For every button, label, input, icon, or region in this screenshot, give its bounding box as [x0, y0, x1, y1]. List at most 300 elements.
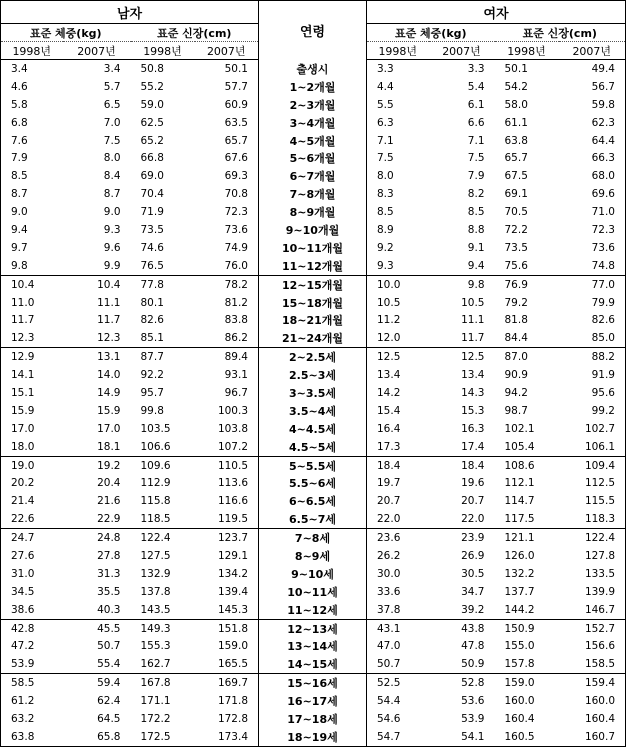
female-height-1998: 132.2 [504, 567, 535, 580]
female-height-1998: 121.1 [495, 529, 559, 547]
female-height-1998: 87.0 [495, 348, 559, 366]
female-weight-1998: 16.4 [377, 422, 401, 435]
female-height-2007: 71.0 [591, 206, 615, 219]
male-weight-1998: 18.0 [11, 440, 35, 453]
female-height-1998: 157.8 [504, 658, 535, 671]
female-weight-1998: 8.0 [377, 170, 394, 183]
age-label: 18~19세 [259, 728, 367, 746]
male-weight-1998: 38.6 [11, 603, 35, 616]
female-weight-1998: 33.6 [377, 585, 401, 598]
table-row [1, 529, 626, 547]
male-height-1998: 103.5 [140, 422, 171, 435]
female-weight-2007: 47.8 [461, 640, 485, 653]
female-height-1998: 65.7 [504, 152, 528, 165]
female-height-2007: 106.1 [584, 440, 615, 453]
male-height-1998: 73.5 [140, 223, 164, 236]
table-row [1, 728, 626, 746]
female-height-1998: 61.1 [504, 116, 528, 129]
male-weight-1998: 61.2 [11, 695, 35, 708]
table-row [1, 78, 626, 96]
female-height-1998: 73.5 [504, 241, 528, 254]
male-weight-2007: 5.7 [103, 80, 121, 93]
table-row [1, 674, 626, 692]
female-weight-1998: 52.5 [367, 674, 429, 692]
female-height-2007: 56.7 [591, 80, 615, 93]
male-height-2007: 103.8 [195, 420, 259, 438]
male-height-2007: 78.2 [195, 275, 259, 293]
male-height-1998: 118.5 [140, 513, 171, 526]
table-row [1, 655, 626, 673]
male-weight-1998: 47.2 [11, 640, 35, 653]
female-weight-2007: 53.9 [461, 713, 485, 725]
male-weight-1998: 12.3 [11, 332, 35, 345]
female-weight-2007: 7.9 [467, 170, 485, 183]
male-height-1998: 77.8 [131, 275, 195, 293]
female-height-2007: 91.9 [591, 369, 615, 382]
table-row [1, 221, 626, 239]
female-height-1998: 155.0 [504, 640, 535, 653]
female-weight-2007: 10.5 [461, 296, 485, 309]
female-height-1998: 54.2 [504, 80, 528, 93]
age-label: 3~3.5세 [259, 384, 367, 402]
age-header: 연령 [259, 1, 367, 60]
female-height-1998: 108.6 [495, 456, 559, 474]
female-height-2007: 158.5 [584, 658, 615, 671]
age-label: 2~3개월 [259, 96, 367, 114]
male-height-1998: 109.6 [131, 456, 195, 474]
female-weight-1998: 14.2 [377, 386, 401, 399]
age-label: 4.5~5세 [259, 438, 367, 456]
female-weight-2007: 9.4 [467, 259, 485, 272]
female-height-2007: 122.4 [559, 529, 626, 547]
male-height-2007: 81.2 [195, 294, 259, 312]
female-height-1998: 150.9 [495, 619, 559, 637]
male-height-header: 표준 신장(cm) [131, 24, 259, 42]
age-label: 10~11개월 [259, 239, 367, 257]
male-weight-2007: 15.9 [97, 404, 121, 417]
male-height-1998: 137.8 [140, 585, 171, 598]
male-height-1998: 127.5 [140, 549, 171, 562]
female-height-2007: 77.0 [559, 275, 626, 293]
female-height-1998: 94.2 [504, 386, 528, 399]
male-height-2007: 151.8 [195, 619, 259, 637]
male-weight-2007: 20.4 [97, 477, 121, 490]
male-weight-1998: 63.2 [11, 713, 35, 725]
male-height-1998: 66.8 [140, 152, 164, 165]
female-weight-2007: 26.9 [461, 549, 485, 562]
table-row [1, 294, 626, 312]
year-2007: 2007년 [195, 42, 259, 60]
female-height-1998: 63.8 [504, 134, 528, 147]
age-label: 9~10개월 [259, 221, 367, 239]
year-2007: 2007년 [429, 42, 495, 60]
male-weight-1998: 58.5 [1, 674, 63, 692]
male-weight-2007: 14.9 [97, 386, 121, 399]
table-row [1, 474, 626, 492]
male-weight-1998: 4.6 [11, 80, 28, 93]
female-weight-2007: 8.8 [467, 223, 485, 236]
age-label: 1~2개월 [259, 78, 367, 96]
table-row [1, 149, 626, 167]
female-height-1998: 102.1 [504, 422, 535, 435]
male-weight-2007: 7.0 [103, 116, 121, 129]
female-height-2007: 79.9 [591, 296, 615, 309]
female-weight-1998: 19.7 [377, 477, 401, 490]
male-weight-1998: 7.9 [11, 152, 28, 165]
male-weight-1998: 9.8 [11, 259, 28, 272]
male-height-2007: 145.3 [195, 601, 259, 619]
age-label: 10~11세 [259, 583, 367, 601]
table-row [1, 402, 626, 420]
male-height-1998: 115.8 [140, 495, 171, 508]
female-weight-1998: 4.4 [377, 80, 394, 93]
female-weight-2007: 12.5 [429, 348, 495, 366]
female-height-1998: 137.7 [504, 585, 535, 598]
male-height-1998: 149.3 [131, 619, 195, 637]
female-weight-1998: 12.5 [367, 348, 429, 366]
male-height-2007: 119.5 [195, 510, 259, 528]
table-row [1, 384, 626, 402]
female-weight-2007: 11.7 [461, 332, 485, 345]
female-height-1998: 81.8 [504, 314, 528, 327]
female-weight-1998: 43.1 [367, 619, 429, 637]
male-weight-1998: 11.0 [11, 296, 35, 309]
female-weight-2007: 8.5 [467, 206, 485, 219]
age-label: 12~15개월 [259, 275, 367, 293]
age-label: 8~9세 [259, 547, 367, 565]
male-weight-2007: 9.3 [103, 223, 121, 236]
age-label: 9~10세 [259, 565, 367, 583]
male-height-1998: 80.1 [140, 296, 164, 309]
male-height-2007: 123.7 [195, 529, 259, 547]
table-body [1, 60, 626, 747]
female-weight-1998: 20.7 [377, 495, 401, 508]
table-row [1, 565, 626, 583]
female-height-1998: 98.7 [504, 404, 528, 417]
table-row [1, 366, 626, 384]
female-height-1998: 112.1 [504, 477, 535, 490]
female-height-1998: 50.1 [504, 62, 528, 75]
female-weight-1998: 5.5 [377, 98, 394, 111]
female-weight-2007: 3.3 [467, 62, 485, 75]
table-row [1, 185, 626, 203]
male-weight-1998: 53.9 [11, 658, 35, 671]
male-weight-2007: 9.0 [103, 206, 121, 219]
male-weight-1998: 14.1 [11, 369, 35, 382]
female-weight-1998: 9.3 [377, 259, 394, 272]
female-height-2007: 62.3 [591, 116, 615, 129]
male-height-2007: 139.4 [195, 583, 259, 601]
male-height-2007: 83.8 [195, 311, 259, 329]
male-height-1998: 62.5 [140, 116, 164, 129]
female-weight-header: 표준 체중(kg) [367, 24, 495, 42]
male-height-2007: 113.6 [195, 474, 259, 492]
male-weight-2007: 14.0 [97, 369, 121, 382]
male-weight-1998: 8.5 [11, 170, 28, 183]
age-label: 11~12개월 [259, 257, 367, 275]
male-weight-2007: 31.3 [97, 567, 121, 580]
female-height-1998: 126.0 [504, 549, 535, 562]
table-row [1, 420, 626, 438]
male-weight-1998: 11.7 [11, 314, 35, 327]
male-height-2007: 129.1 [195, 547, 259, 565]
male-weight-1998: 9.4 [11, 223, 28, 236]
male-height-2007: 50.1 [195, 60, 259, 78]
female-weight-1998: 17.3 [377, 440, 401, 453]
female-height-2007: 160.0 [584, 695, 615, 708]
female-weight-2007: 7.1 [467, 134, 485, 147]
male-height-1998: 65.2 [140, 134, 164, 147]
male-height-1998: 55.2 [140, 80, 164, 93]
table-row [1, 96, 626, 114]
male-weight-2007: 17.0 [97, 422, 121, 435]
male-height-2007: 116.6 [195, 492, 259, 510]
female-weight-1998: 30.0 [377, 567, 401, 580]
male-height-2007: 171.8 [195, 692, 259, 710]
female-weight-2007: 50.9 [461, 658, 485, 671]
female-weight-1998: 47.0 [377, 640, 401, 653]
male-weight-2007: 40.3 [97, 603, 121, 616]
female-height-2007: 159.4 [559, 674, 626, 692]
age-label: 15~18개월 [259, 294, 367, 312]
male-weight-2007: 64.5 [97, 713, 121, 725]
male-height-1998: 143.5 [140, 603, 171, 616]
female-weight-1998: 23.6 [367, 529, 429, 547]
female-height-2007: 88.2 [559, 348, 626, 366]
age-label: 11~12세 [259, 601, 367, 619]
age-label: 6~6.5세 [259, 492, 367, 510]
male-height-1998: 172.5 [140, 730, 171, 743]
male-height-1998: 155.3 [140, 640, 171, 653]
male-weight-2007: 8.7 [103, 188, 121, 201]
male-height-1998: 172.2 [140, 713, 171, 725]
female-height-1998: 114.7 [504, 495, 535, 508]
age-label: 5.5~6세 [259, 474, 367, 492]
age-label: 4~4.5세 [259, 420, 367, 438]
male-height-2007: 89.4 [195, 348, 259, 366]
male-height-2007: 96.7 [195, 384, 259, 402]
female-weight-1998: 26.2 [377, 549, 401, 562]
male-weight-1998: 17.0 [11, 422, 35, 435]
table-row [1, 132, 626, 150]
age-label: 7~8개월 [259, 185, 367, 203]
female-height-2007: 109.4 [559, 456, 626, 474]
female-height-2007: 69.6 [591, 188, 615, 201]
female-weight-2007: 18.4 [429, 456, 495, 474]
table-row [1, 438, 626, 456]
female-weight-1998: 37.8 [377, 603, 401, 616]
female-weight-1998: 12.0 [377, 332, 401, 345]
male-height-2007: 74.9 [195, 239, 259, 257]
male-height-2007: 72.3 [195, 203, 259, 221]
age-label: 15~16세 [259, 674, 367, 692]
male-height-2007: 100.3 [195, 402, 259, 420]
age-label: 4~5개월 [259, 132, 367, 150]
male-weight-2007: 9.6 [103, 241, 121, 254]
female-height-2007: 74.8 [591, 259, 615, 272]
female-height-1998: 67.5 [504, 170, 528, 183]
male-weight-2007: 8.4 [103, 170, 121, 183]
female-height-2007: 68.0 [591, 170, 615, 183]
female-height-1998: 72.2 [504, 223, 528, 236]
male-height-2007: 67.6 [195, 149, 259, 167]
female-weight-1998: 6.3 [377, 116, 394, 129]
female-height-1998: 75.6 [504, 259, 528, 272]
female-weight-1998: 7.1 [377, 134, 394, 147]
male-height-1998: 82.6 [140, 314, 164, 327]
male-weight-1998: 6.8 [11, 116, 28, 129]
male-weight-2007: 59.4 [63, 674, 131, 692]
male-weight-1998: 9.7 [11, 241, 28, 254]
male-height-2007: 110.5 [195, 456, 259, 474]
age-label: 16~17세 [259, 692, 367, 710]
female-weight-2007: 13.4 [461, 369, 485, 382]
year-1998: 1998년 [1, 42, 63, 60]
male-height-1998: 69.0 [140, 170, 164, 183]
female-height-2007: 49.4 [591, 62, 615, 75]
female-weight-2007: 34.7 [461, 585, 485, 598]
female-weight-2007: 43.8 [429, 619, 495, 637]
age-label: 출생시 [259, 60, 367, 78]
male-weight-header: 표준 체중(kg) [1, 24, 131, 42]
male-weight-1998: 42.8 [1, 619, 63, 637]
female-weight-2007: 20.7 [461, 495, 485, 508]
male-weight-2007: 65.8 [97, 730, 121, 743]
female-weight-1998: 18.4 [367, 456, 429, 474]
age-label: 6.5~7세 [259, 510, 367, 528]
female-height-1998: 105.4 [504, 440, 535, 453]
male-weight-1998: 63.8 [11, 730, 35, 743]
female-height-2007: 146.7 [584, 603, 615, 616]
male-weight-2007: 8.0 [103, 152, 121, 165]
female-height-2007: 59.8 [591, 98, 615, 111]
male-weight-2007: 24.8 [63, 529, 131, 547]
male-weight-1998: 12.9 [1, 348, 63, 366]
female-height-2007: 102.7 [584, 422, 615, 435]
table-row [1, 311, 626, 329]
female-weight-1998: 54.6 [377, 713, 401, 725]
table-row [1, 60, 626, 78]
female-weight-2007: 6.6 [467, 116, 485, 129]
table-row [1, 601, 626, 619]
male-height-1998: 85.1 [140, 332, 164, 345]
female-height-1998: 70.5 [504, 206, 528, 219]
male-weight-1998: 19.0 [1, 456, 63, 474]
year-2007: 2007년 [559, 42, 626, 60]
female-weight-2007: 53.6 [461, 695, 485, 708]
male-height-1998: 132.9 [140, 567, 171, 580]
age-label: 14~15세 [259, 655, 367, 673]
male-height-1998: 167.8 [131, 674, 195, 692]
male-weight-1998: 31.0 [11, 567, 35, 580]
female-weight-1998: 10.5 [377, 296, 401, 309]
female-weight-1998: 9.2 [377, 241, 394, 254]
table-row [1, 456, 626, 474]
male-weight-2007: 11.7 [97, 314, 121, 327]
table-row [1, 114, 626, 132]
male-height-1998: 162.7 [140, 658, 171, 671]
female-weight-1998: 15.4 [377, 404, 401, 417]
male-weight-2007: 62.4 [97, 695, 121, 708]
male-height-1998: 106.6 [140, 440, 171, 453]
age-label: 2~2.5세 [259, 348, 367, 366]
table-row [1, 547, 626, 565]
female-weight-2007: 9.8 [429, 275, 495, 293]
female-height-1998: 159.0 [495, 674, 559, 692]
male-weight-2007: 55.4 [97, 658, 121, 671]
female-weight-1998: 50.7 [377, 658, 401, 671]
male-weight-2007: 10.4 [63, 275, 131, 293]
male-height-1998: 92.2 [140, 369, 164, 382]
female-weight-2007: 22.0 [461, 513, 485, 526]
female-height-2007: 152.7 [559, 619, 626, 637]
male-height-2007: 159.0 [195, 638, 259, 656]
male-weight-2007: 19.2 [63, 456, 131, 474]
female-weight-2007: 54.1 [461, 730, 485, 743]
age-label: 5~5.5세 [259, 456, 367, 474]
male-height-1998: 112.9 [140, 477, 171, 490]
table-row [1, 257, 626, 275]
female-height-1998: 160.0 [504, 695, 535, 708]
male-height-2007: 169.7 [195, 674, 259, 692]
female-weight-1998: 8.3 [377, 188, 394, 201]
female-weight-1998: 13.4 [377, 369, 401, 382]
female-weight-1998: 11.2 [377, 314, 401, 327]
female-height-header: 표준 신장(cm) [495, 24, 626, 42]
female-weight-2007: 15.3 [461, 404, 485, 417]
female-height-1998: 90.9 [504, 369, 528, 382]
female-height-2007: 95.6 [591, 386, 615, 399]
male-weight-1998: 22.6 [11, 513, 35, 526]
male-weight-1998: 9.0 [11, 206, 28, 219]
male-weight-2007: 45.5 [63, 619, 131, 637]
age-label: 13~14세 [259, 638, 367, 656]
female-height-1998: 160.4 [504, 713, 535, 725]
female-weight-2007: 19.6 [461, 477, 485, 490]
male-height-2007: 69.3 [195, 167, 259, 185]
male-weight-1998: 10.4 [1, 275, 63, 293]
male-weight-2007: 18.1 [97, 440, 121, 453]
female-height-2007: 99.2 [591, 404, 615, 417]
male-height-1998: 171.1 [140, 695, 171, 708]
female-weight-2007: 17.4 [461, 440, 485, 453]
age-label: 18~21개월 [259, 311, 367, 329]
age-label: 6~7개월 [259, 167, 367, 185]
female-height-1998: 76.9 [495, 275, 559, 293]
female-weight-1998: 54.7 [377, 730, 401, 743]
female-height-2007: 72.3 [591, 223, 615, 236]
female-height-2007: 160.7 [584, 730, 615, 743]
male-weight-1998: 27.6 [11, 549, 35, 562]
female-header: 여자 [367, 1, 626, 24]
age-label: 17~18세 [259, 710, 367, 728]
male-height-2007: 173.4 [195, 728, 259, 746]
female-weight-1998: 54.4 [377, 695, 401, 708]
male-weight-1998: 15.9 [11, 404, 35, 417]
age-label: 2.5~3세 [259, 366, 367, 384]
year-1998: 1998년 [367, 42, 429, 60]
male-weight-1998: 15.1 [11, 386, 35, 399]
table-row [1, 638, 626, 656]
male-height-2007: 165.5 [195, 655, 259, 673]
female-weight-2007: 39.2 [461, 603, 485, 616]
male-height-2007: 107.2 [195, 438, 259, 456]
year-2007: 2007년 [63, 42, 131, 60]
female-weight-2007: 16.3 [461, 422, 485, 435]
male-weight-2007: 11.1 [97, 296, 121, 309]
male-height-1998: 74.6 [140, 241, 164, 254]
female-height-2007: 118.3 [584, 513, 615, 526]
